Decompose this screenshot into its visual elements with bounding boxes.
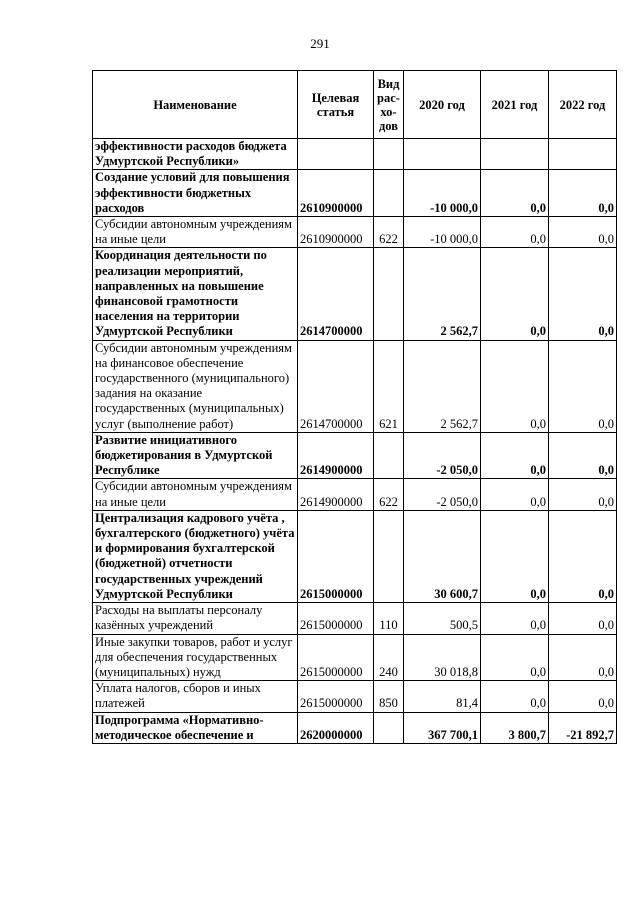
row-2021: 0,0 bbox=[481, 248, 549, 340]
row-2022: 0,0 bbox=[549, 634, 617, 681]
row-2020: 2 562,7 bbox=[404, 248, 481, 340]
row-2022: 0,0 bbox=[549, 248, 617, 340]
header-2020: 2020 год bbox=[404, 71, 481, 139]
row-2022: 0,0 bbox=[549, 603, 617, 634]
row-name: Развитие инициативного бюджетирования в Удмуртской Республике bbox=[93, 432, 298, 479]
table-row bbox=[93, 340, 617, 432]
row-2022: 0,0 bbox=[549, 479, 617, 510]
row-name: Централизация кадрового учёта , бухгалтерского (бюджетного) учёта и формирования бухгалтерской (бюджетной) отчетности государственных учреждений Удмуртской Республики bbox=[93, 510, 298, 602]
table-row bbox=[93, 217, 617, 248]
row-expense-type: 850 bbox=[374, 681, 404, 712]
row-expense-type bbox=[374, 432, 404, 479]
row-name: Расходы на выплаты персоналу казённых учреждений bbox=[93, 603, 298, 634]
row-2020: 500,5 bbox=[404, 603, 481, 634]
row-2020: 2 562,7 bbox=[404, 340, 481, 432]
row-2022 bbox=[549, 139, 617, 170]
row-2022: 0,0 bbox=[549, 432, 617, 479]
table-row bbox=[93, 432, 617, 479]
row-2021: 0,0 bbox=[481, 340, 549, 432]
row-2021: 0,0 bbox=[481, 634, 549, 681]
row-name: Субсидии автономным учреждениям на иные цели bbox=[93, 217, 298, 248]
row-target-article: 2615000000 bbox=[298, 603, 374, 634]
row-target-article bbox=[298, 139, 374, 170]
row-target-article: 2610900000 bbox=[298, 217, 374, 248]
row-name: Уплата налогов, сборов и иных платежей bbox=[93, 681, 298, 712]
row-target-article: 2614700000 bbox=[298, 340, 374, 432]
row-name: Иные закупки товаров, работ и услуг для обеспечения государственных (муниципальных) нужд bbox=[93, 634, 298, 681]
row-name: Субсидии автономным учреждениям на финансовое обеспечение государственного (муниципального) задания на оказание государственных (муниципальных) услуг (выполнение работ) bbox=[93, 340, 298, 432]
row-2021: 0,0 bbox=[481, 510, 549, 602]
row-2021: 0,0 bbox=[481, 479, 549, 510]
row-2021: 0,0 bbox=[481, 217, 549, 248]
row-expense-type: 622 bbox=[374, 217, 404, 248]
row-target-article: 2615000000 bbox=[298, 510, 374, 602]
table-row bbox=[93, 479, 617, 510]
row-2020: 30 018,8 bbox=[404, 634, 481, 681]
header-target-article: Целевая статья bbox=[298, 71, 374, 139]
row-2021: 3 800,7 bbox=[481, 712, 549, 743]
table-row bbox=[93, 603, 617, 634]
row-2021: 0,0 bbox=[481, 432, 549, 479]
row-2022: -21 892,7 bbox=[549, 712, 617, 743]
table-row bbox=[93, 510, 617, 602]
row-2020 bbox=[404, 139, 481, 170]
row-expense-type: 621 bbox=[374, 340, 404, 432]
table-row bbox=[93, 634, 617, 681]
row-target-article: 2615000000 bbox=[298, 681, 374, 712]
row-2022: 0,0 bbox=[549, 681, 617, 712]
table-row bbox=[93, 170, 617, 217]
row-expense-type bbox=[374, 712, 404, 743]
table-header-row bbox=[93, 71, 617, 139]
row-2020: -10 000,0 bbox=[404, 217, 481, 248]
table-row bbox=[93, 681, 617, 712]
row-2021: 0,0 bbox=[481, 603, 549, 634]
row-name: Подпрограмма «Нормативно-методическое обеспечение и bbox=[93, 712, 298, 743]
row-target-article: 2614700000 bbox=[298, 248, 374, 340]
row-target-article: 2614900000 bbox=[298, 479, 374, 510]
table-row bbox=[93, 712, 617, 743]
row-expense-type: 240 bbox=[374, 634, 404, 681]
row-expense-type bbox=[374, 510, 404, 602]
row-2022: 0,0 bbox=[549, 340, 617, 432]
table-row bbox=[93, 139, 617, 170]
header-expense-type: Вид рас-хо-дов bbox=[374, 71, 404, 139]
header-name: Наименование bbox=[93, 71, 298, 139]
table-row bbox=[93, 248, 617, 340]
row-target-article: 2610900000 bbox=[298, 170, 374, 217]
row-expense-type: 622 bbox=[374, 479, 404, 510]
row-2021: 0,0 bbox=[481, 170, 549, 217]
page-number: 291 bbox=[310, 36, 330, 51]
row-2020: 367 700,1 bbox=[404, 712, 481, 743]
header-2021: 2021 год bbox=[481, 71, 549, 139]
row-name: Субсидии автономным учреждениям на иные цели bbox=[93, 479, 298, 510]
row-2021 bbox=[481, 139, 549, 170]
header-2022: 2022 год bbox=[549, 71, 617, 139]
row-2020: 81,4 bbox=[404, 681, 481, 712]
row-2022: 0,0 bbox=[549, 510, 617, 602]
row-name: Координация деятельности по реализации мероприятий, направленных на повышение финансовой грамотности населения на территории Удмуртской Республики bbox=[93, 248, 298, 340]
row-2020: -2 050,0 bbox=[404, 432, 481, 479]
row-2022: 0,0 bbox=[549, 170, 617, 217]
row-expense-type bbox=[374, 139, 404, 170]
row-expense-type bbox=[374, 248, 404, 340]
row-2022: 0,0 bbox=[549, 217, 617, 248]
budget-table bbox=[92, 70, 617, 744]
row-target-article: 2620000000 bbox=[298, 712, 374, 743]
row-2020: 30 600,7 bbox=[404, 510, 481, 602]
row-2020: -2 050,0 bbox=[404, 479, 481, 510]
row-expense-type bbox=[374, 170, 404, 217]
row-expense-type: 110 bbox=[374, 603, 404, 634]
row-name: Создание условий для повышения эффективности бюджетных расходов bbox=[93, 170, 298, 217]
row-target-article: 2614900000 bbox=[298, 432, 374, 479]
row-target-article: 2615000000 bbox=[298, 634, 374, 681]
row-2020: -10 000,0 bbox=[404, 170, 481, 217]
row-name: эффективности расходов бюджета Удмуртской Республики» bbox=[93, 139, 298, 170]
row-2021: 0,0 bbox=[481, 681, 549, 712]
